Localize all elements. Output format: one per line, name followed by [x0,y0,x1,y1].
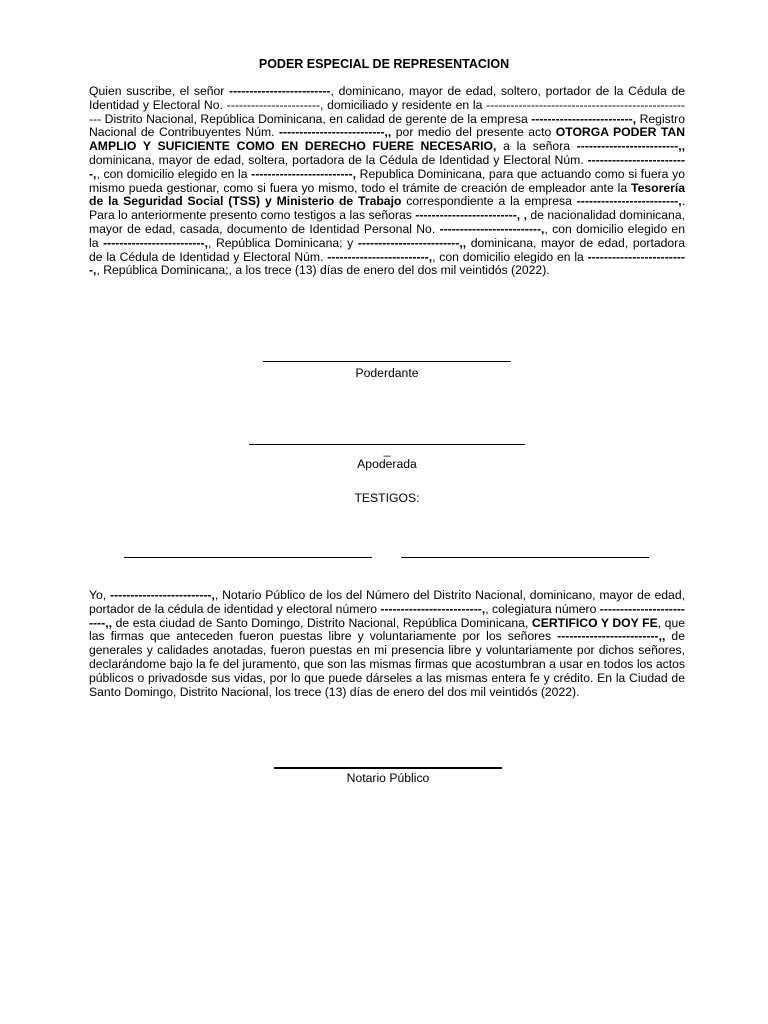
witness-2-signature-line [401,557,649,558]
poderdante-signature-line [263,361,511,362]
text-segment: , con domicilio elegido en la [432,249,588,264]
poderdante-signature-block [263,361,511,380]
text-segment: , República Dominicana; y [207,235,358,250]
text-segment: , Notario Público de los del Número del Distrito Nacional, dominicano, mayor de edad, portador de la cédula de identidad y electoral número [89,588,685,616]
text-segment: , colegiatura número [485,601,600,616]
notary-paragraph [89,589,685,699]
bold-text-segment: -------------------------, , [415,208,527,223]
text-segment: Registro Nacional de Contribuyentes Núm. [89,111,685,140]
text-segment: dominicana, mayor de edad, soltera, portadora de la Cédula de Identidad y Electoral Núm. [89,152,588,167]
text-segment: , República Dominicana;, a los trece (13) días de enero del dos mil veintidós (2022). [96,263,550,278]
bold-text-segment: -------------------------, [251,166,357,181]
apoderada-label: Apoderada [357,457,417,471]
text-segment: de nacionalidad dominicana, mayor de edad, casada, documento de Identidad Personal No. [89,208,685,236]
bold-text-segment: ------------------------- [229,84,331,98]
text-segment: por medio del presente acto [391,125,556,140]
text-segment: a la señora [496,139,577,154]
witness-1-signature-line [124,557,372,558]
text-segment: , con domicilio elegido en la [96,166,252,181]
bold-text-segment: -------------------------, [327,249,433,264]
notary-signature-line [274,767,502,769]
document-title: PODER ESPECIAL DE REPRESENTACION [258,57,510,71]
bold-text-segment: -------------------------, [439,221,545,236]
text-segment: . Para lo anteriormente presento como testigos a las señoras [89,194,685,223]
text-segment: , con domicilio elegido en la [89,221,685,250]
bold-text-segment: -------------------------,, [557,629,666,644]
text-segment: , dominicano, mayor de edad, soltero, portador de la Cédula de Identidad y Electoral No. -----------------------, domiciliado y residente en la ---------------------------------------------------- Distrito Nacional, República Dominicana, en calidad de gerente de la empresa [89,84,685,126]
bold-text-segment: CERTIFICO Y DOY FE [531,615,658,630]
testigos-heading: TESTIGOS: [354,491,420,505]
notary-signature-block [274,767,502,785]
text-segment: de esta ciudad de Santo Domingo, Distrito Nacional, República Dominicana, [112,615,532,630]
notary-label: Notario Público [346,771,430,785]
bold-text-segment: -------------------------, [89,249,685,278]
bold-text-segment: -------------------------,, [89,601,685,630]
text-segment: dominicana, mayor de edad, portadora de la Cédula de Identidad y Electoral Núm. [89,235,685,264]
text-segment: Yo, [89,588,111,602]
text-segment: de generales y calidades anotadas, fueron puestas en mi presencia libre y voluntariamente por dichos señores, declarándome bajo la fe del juramento, que son las mismas firmas que acostumbran a usar en todos los actos públicos o privadosde sus vidas, por lo que puede dárseles a las mismas entera fe y crédito. En la Ciudad de Santo Domingo, Distrito Nacional, los trece (13) días de enero del dos mil veintidós (2022). [89,629,685,699]
bold-text-segment: OTORGA PODER TAN AMPLIO Y SUFICIENTE COMO EN DERECHO FUERE NECESARIO, [89,125,685,154]
text-segment: correspondiente a la empresa [401,194,577,209]
bold-text-segment: -------------------------,, [576,139,685,154]
bold-text-segment: -------------------------, [89,152,685,181]
bold-text-segment: -------------------------, [531,111,637,126]
apoderada-signature-block [249,444,525,471]
bold-text-segment: -------------------------, [103,235,208,250]
text-segment: Republica Dominicana, para que actuando como si fuera yo mismo pueda gestionar, como si fuera yo mismo, todo el trámite de creación de empleador ante la [89,166,685,195]
bold-text-segment: -------------------------, [380,601,486,616]
poder-paragraph [89,85,685,278]
bold-text-segment: -------------------------, [576,194,682,209]
poderdante-label: Poderdante [355,366,419,380]
apoderada-mark: _ [383,443,391,457]
text-segment: Quien suscribe, el señor [89,84,230,98]
bold-text-segment: Tesorería de la Seguridad Social (TSS) y Ministerio de Trabajo [89,180,685,209]
bold-text-segment: -------------------------, [110,588,215,602]
text-segment: , que las firmas que anteceden fueron puestas libre y voluntariamente por los señores [89,615,685,644]
bold-text-segment: -------------------------,, [357,235,467,250]
bold-text-segment: --------------------------,, [279,125,392,140]
